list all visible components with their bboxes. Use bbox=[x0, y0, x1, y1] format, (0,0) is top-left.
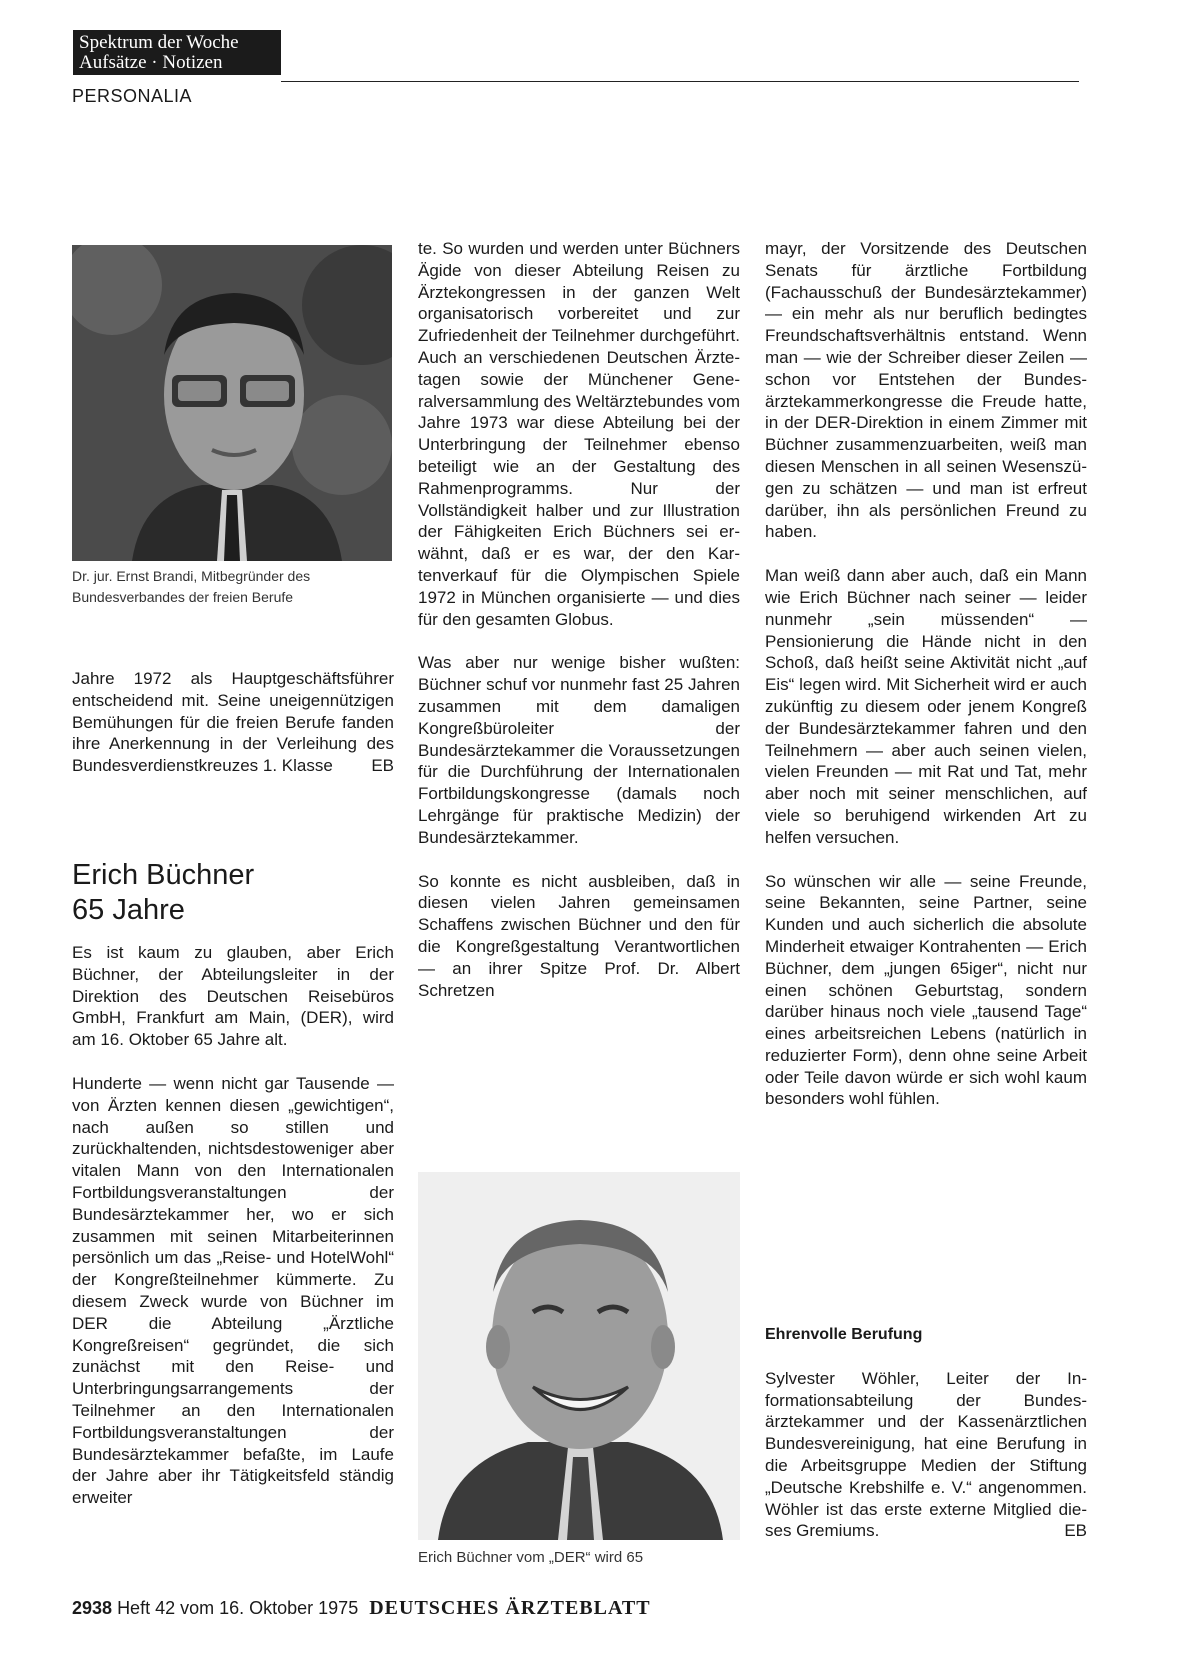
section-label: PERSONALIA bbox=[72, 86, 193, 106]
berufung-paragraph bbox=[765, 1368, 1087, 1542]
portrait-photo-brandi bbox=[72, 245, 392, 561]
berufung-text: Sylvester Wöhler, Leiter der Informationsabteilung der Bundesärztekammer und der Kassenärztlichen Bundesvereinigung, hat eine Berufung in die Arbeitsgruppe Medien der Stiftung „Deutsche Krebshilfe e. V.“ angenommen. Wöhler ist das erste externe Mitglied dieses Gremiums. bbox=[765, 1368, 1087, 1541]
section-header-box bbox=[73, 30, 281, 75]
berufung-block bbox=[765, 1324, 1087, 1542]
brandi-text: Jahre 1972 als Hauptgeschäftsführer entscheidend mit. Seine uneigennützigen Bemühungen für die freien Berufe fanden ihre Anerkennung in der Verleihung des Bundesverdienstkreuzes 1. Klasse bbox=[72, 669, 394, 776]
article-headline bbox=[72, 858, 254, 928]
berufung-heading: Ehrenvolle Berufung bbox=[765, 1326, 923, 1343]
headline-line-2: 65 Jahre bbox=[72, 894, 185, 926]
portrait-buechner-image bbox=[418, 1172, 740, 1540]
column-2 bbox=[418, 238, 740, 1001]
issue-info: Heft 42 vom 16. Oktober 1975 bbox=[117, 1598, 359, 1618]
portrait-brandi-image bbox=[72, 245, 392, 561]
header-line-2: Aufsätze · Notizen bbox=[79, 52, 223, 73]
article-paragraph-8: So wünschen wir alle — seine Freunde, seine Bekannten, seine Partner, seine Kunden und auch sicherlich die absolute Minderheit etwaiger Kontrahenten — Erich Büchner, dem „jungen 65iger“, nicht nur einen schönen Geburtstag, sondern darüber hinaus noch viele „tausend Tage“ eines arbeitsreichen Lebens (natürlich in reduzierter Form), denn ohne seine Arbeit oder Teile davon würde er sich wohl kaum besonders wohl fühlen. bbox=[765, 871, 1087, 1109]
page-number: 2938 bbox=[72, 1598, 113, 1618]
article-paragraph-5: So konnte es nicht ausbleiben, daß in diesen vielen Jahren gemeinsamen Schaffens zwischen Büchner und den für die Kongreßgestaltung Verantwortlichen — an ihrer Spitze Prof. Dr. Albert Schretzen bbox=[418, 871, 740, 1000]
headline-line-1: Erich Büchner bbox=[72, 859, 255, 891]
portrait-photo-buechner bbox=[418, 1172, 740, 1540]
header-rule bbox=[281, 81, 1079, 82]
photo-caption-brandi: Dr. jur. Ernst Brandi, Mitbegründer des Bundesverbandes der freien Berufe bbox=[72, 568, 311, 605]
brandi-paragraph bbox=[72, 668, 394, 777]
photo-caption-buechner: Erich Büchner vom „DER“ wird 65 bbox=[418, 1549, 644, 1566]
article-paragraph-7: Man weiß dann aber auch, daß ein Mann wie Erich Büchner nach seiner — leider nunmehr „sein müssenden“ — Pensionierung die Hände nicht in den Schoß, daß heißt seine Aktivität nicht „auf Eis“ legen wird. Mit Sicherheit wird er auch zukünftig zu diesem oder jenem Kongreß der Bundesärztekammer fahren und den Teilnehmern — aber auch seinen vielen, vielen Freunden — mit Rat und Tat, mehr aber noch mit seiner menschlichen, auf viele so beruhigend wirkenden Art zu helfen versuchen. bbox=[765, 566, 1087, 847]
column-3 bbox=[765, 238, 1087, 1110]
column-1-lower bbox=[72, 942, 394, 1509]
brandi-signature: EB bbox=[371, 756, 394, 776]
article-paragraph-3: te. So wurden und werden unter Büchners Ägide von dieser Abteilung Reisen zu Ärztekongressen in der ganzen Welt organisatorisch vorbereitet und zur Zufriedenheit der Teilnehmer durchgeführt. Auch an verschiedenen Deutschen Ärztetagen sowie der Münchener Generalversammlung des Weltärztebundes vom Jahre 1973 war diese Abteilung bei der Unterbringung der Teilnehmer ebenso beteiligt wie an der Gestaltung des Rahmenprogramms. Nur der Vollständigkeit halber und zur Illustration der Fähigkeiten Erich Büchners sei erwähnt, daß er es war, der den Kartenverkauf für die Olympischen Spiele 1972 in München organisierte — und dies für den gesamten Globus. bbox=[418, 239, 740, 629]
article-paragraph-2: Hunderte — wenn nicht gar Tausende — von Ärzten kennen diesen „gewichtigen“, nach außen so stillen und zurückhaltenden, nichtsdestoweniger aber vitalen Mann von den Internationalen Fortbildungsveranstaltungen der Bundesärztekammer her, wo er sich zusammen mit seinen Mitarbeiterinnen persönlich um das „Reise- und HotelWohl“ der Kongreßteilnehmer kümmerte. Zu diesem Zweck wurde von Büchner im DER die Abteilung „Ärztliche Kongreßreisen“ gegründet, die sich zunächst mit den Reise- und Unterbringungsarrangements der Teilnehmer an den Internationalen Fortbildungsveranstaltungen der Bundesärztekammer befaßte, im Laufe der Jahre aber ihr Tätigkeitsfeld ständig erweiter bbox=[72, 1073, 394, 1508]
column-1-upper bbox=[72, 668, 394, 777]
page-footer bbox=[72, 1597, 651, 1620]
magazine-title: DEUTSCHES ÄRZTEBLATT bbox=[369, 1597, 651, 1619]
article-paragraph-1: Es ist kaum zu glauben, aber Erich Büchner, der Abteilungsleiter in der Direktion des Deutschen Reisebüros GmbH, Frankfurt am Main, (DER), wird am 16. Oktober 65 Jahre alt. bbox=[72, 943, 394, 1050]
header-line-1: Spektrum der Woche bbox=[79, 32, 239, 53]
berufung-signature: EB bbox=[1064, 1521, 1087, 1541]
article-paragraph-6: mayr, der Vorsitzende des Deutschen Senats für ärztliche Fortbildung (Fachausschuß der Bundesärztekammer) — ein mehr als nur beruflich bedingtes Freundschaftsverhältnis entstand. Wenn man — wie der Schreiber dieser Zeilen — schon vor Entstehen der Bundesärztekammerkongresse die Freude hatte, in der DER-Direktion in einem Zimmer mit Büchner zusammenzuarbeiten, weiß man diesen Menschen in all seinen Wesenszügen zu schätzen — und man ist erfreut darüber, ihn als persönlichen Freund zu haben. bbox=[765, 239, 1087, 542]
article-paragraph-4: Was aber nur wenige bisher wußten: Büchner schuf vor nunmehr fast 25 Jahren zusammen mit dem damaligen Kongreßbüroleiter der Bundesärztekammer die Voraussetzungen für die Durchführung der Internationalen Fortbildungskongresse (damals noch Lehrgänge für praktische Medizin) der Bundesärztekammer. bbox=[418, 653, 740, 847]
